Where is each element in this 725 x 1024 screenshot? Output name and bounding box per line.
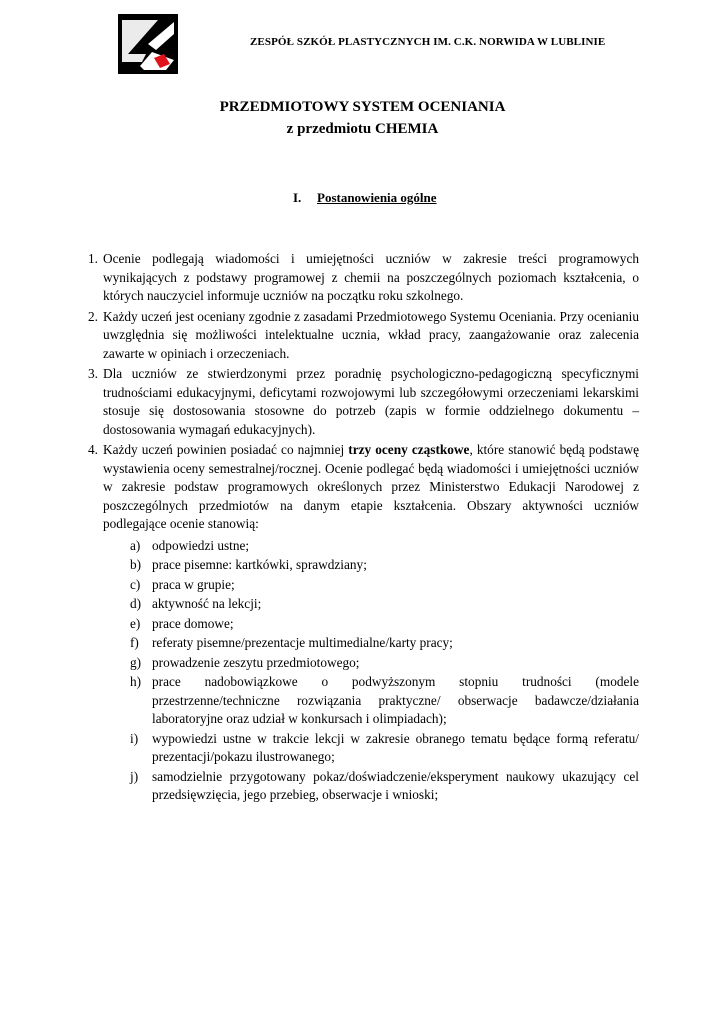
sub-list-item xyxy=(130,673,639,729)
school-logo xyxy=(118,14,178,74)
sub-list-item xyxy=(130,654,639,673)
sub-item-letter: d) xyxy=(130,596,142,611)
sub-list-item xyxy=(130,634,639,653)
sub-item-letter: i) xyxy=(130,730,139,746)
sub-item-letter: a) xyxy=(130,537,141,553)
item-text-after: , które stanowić będą podstawę wystawienia oceny semestralnej/rocznej. Ocenie podlegać będą wiadomości i umiejętności uczniów w zakresie podstaw programowych określonych przez Ministerstwo Edukacji Narodowej z poszczególnych przedmiotów na danym etapie kształcenia. Obszary aktywności uczniów podlegające ocenie stanowią: xyxy=(103,442,639,531)
sub-list-item xyxy=(130,556,639,575)
sub-item-text: aktywność na lekcji; xyxy=(152,596,262,611)
list-item xyxy=(88,250,639,306)
sub-item-letter: c) xyxy=(130,576,141,592)
sub-item-text: prace domowe; xyxy=(152,615,234,631)
sub-item-text: odpowiedzi ustne; xyxy=(152,537,250,553)
document-subtitle: z przedmiotu CHEMIA xyxy=(286,121,439,137)
sub-item-letter: h) xyxy=(130,674,142,689)
sub-item-letter: j) xyxy=(130,768,139,784)
sub-list-item xyxy=(130,615,639,634)
item-text-before: Każdy uczeń powinien posiadać co najmniej xyxy=(103,442,349,457)
document-title: PRZEDMIOTOWY SYSTEM OCENIANIA xyxy=(219,99,506,115)
sub-item-letter: b) xyxy=(130,557,142,572)
sub-item-letter: g) xyxy=(130,654,142,670)
sub-item-letter: f) xyxy=(130,635,139,650)
sub-list-item xyxy=(130,537,639,556)
section-heading xyxy=(293,190,437,206)
sub-item-text: samodzielnie przygotowany pokaz/doświadczenie/eksperyment naukowy ukazujący cel przedsięwzięcia, jego przebieg, obserwacje i wnioski; xyxy=(152,768,639,802)
item-text: Dla uczniów ze stwierdzonymi przez poradnię psychologiczno-pedagogiczną specyficznymi trudnościami edukacyjnymi, deficytami rozwojowymi lub szczegółowymi orzeczeniami lekarskimi stosuje się dostosowania stosowne do potrzeb (zapis w formie oddzielnego dokumentu – dostosowania wymagań edukacyjnych). xyxy=(103,366,639,437)
activity-list xyxy=(88,537,639,805)
list-item xyxy=(88,365,639,439)
section-number: I. xyxy=(293,190,302,205)
item-text: Każdy uczeń jest oceniany zgodnie z zasadami Przedmiotowego Systemu Oceniania. Przy ocenianiu uwzględnia się możliwości intelektualne ucznia, wkład pracy, zaangażowanie oraz zalecenia zawarte w opiniach i orzeczeniach. xyxy=(103,308,639,361)
sub-list-item xyxy=(130,595,639,614)
sub-item-text: prace nadobowiązkowe o podwyższonym stopniu trudności (modele przestrzenne/techniczne rozwiązania praktyczne/ obserwacje badawcze/działania laboratoryjne oraz udział w konkursach i olimpiadach); xyxy=(152,674,639,726)
sub-list-item xyxy=(130,576,639,595)
document-body xyxy=(88,250,639,805)
item-number: 3. xyxy=(88,366,98,381)
sub-item-text: referaty pisemne/prezentacje multimedialne/karty pracy; xyxy=(152,635,453,650)
item-number: 4. xyxy=(88,442,98,457)
item-number: 2. xyxy=(88,308,98,324)
sub-item-text: prace pisemne: kartkówki, sprawdziany; xyxy=(152,557,367,572)
school-name: ZESPÓŁ SZKÓŁ PLASTYCZNYCH IM. C.K. NORWIDA W LUBLINIE xyxy=(250,36,606,48)
item-text: Ocenie podlegają wiadomości i umiejętności uczniów w zakresie treści programowych wynikających z podstawy programowej z chemii na poszczególnych poziomach kształcenia, o których nauczyciel informuje uczniów na początku roku szkolnego. xyxy=(103,251,639,303)
sub-list-item xyxy=(130,768,639,805)
sub-item-text: wypowiedzi ustne w trakcie lekcji w zakresie obranego tematu będące formą referatu/ prezentacji/pokazu ilustrowanego; xyxy=(152,730,639,764)
sub-item-letter: e) xyxy=(130,615,141,631)
list-item xyxy=(88,308,639,364)
item-text-bold: trzy oceny cząstkowe xyxy=(348,442,470,457)
item-number: 1. xyxy=(88,251,98,266)
item-text xyxy=(103,441,639,534)
sub-item-text: praca w grupie; xyxy=(152,576,235,592)
list-item xyxy=(88,441,639,534)
section-label: Postanowienia ogólne xyxy=(317,190,437,205)
sub-list-item xyxy=(130,730,639,767)
sub-item-text: prowadzenie zeszytu przedmiotowego; xyxy=(152,654,360,670)
